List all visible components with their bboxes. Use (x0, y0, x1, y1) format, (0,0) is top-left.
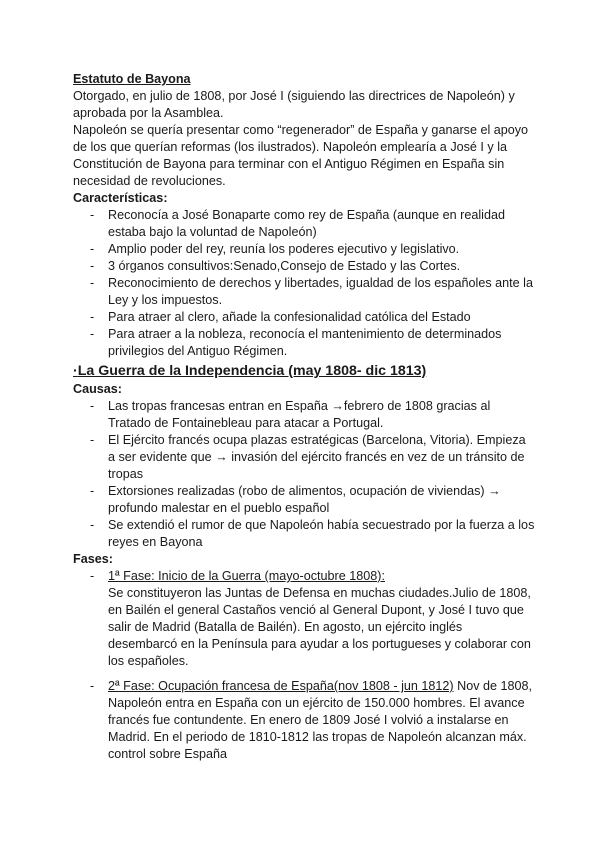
fase-item-1 (73, 568, 535, 670)
list-item: - Se extendió el rumor de que Napoleón había secuestrado por la fuerza a los reyes en Bayona (73, 517, 535, 551)
list-causas (73, 398, 535, 551)
list-item: - El Ejército francés ocupa plazas estratégicas (Barcelona, Vitoria). Empieza a ser evidente que → invasión del ejército francés en vez de un tránsito de tropas (73, 432, 535, 483)
list-item: - Extorsiones realizadas (robo de alimentos, ocupación de viviendas) → profundo malestar en el pueblo español (73, 483, 535, 517)
list-item: - Reconocía a José Bonaparte como rey de España (aunque en realidad estaba bajo la voluntad de Napoleón) (73, 207, 535, 241)
fase2-text: Nov de 1808, Napoleón entra en España con un ejército de 150.000 hombres. El avance francés fue contundente. En enero de 1809 José I volvió a instalarse en Madrid. En el periodo de 1810-1812 las tropas de Napoleón alcanzan máx. control sobre España (108, 679, 533, 761)
list-item: - Reconocimiento de derechos y libertades, igualdad de los españoles ante la Ley y los impuestos. (73, 275, 535, 309)
document-page (73, 71, 535, 763)
heading-fases: Fases: (73, 552, 113, 566)
list-fases (73, 568, 535, 763)
section-title-guerra (73, 361, 535, 381)
heading-caracteristicas: Características: (73, 191, 168, 205)
fase2-title: 2ª Fase: Ocupación francesa de España(nov 1808 - jun 1812) (108, 679, 454, 693)
fase1-title: 1ª Fase: Inicio de la Guerra (mayo-octubre 1808): (108, 569, 385, 583)
heading-causas: Causas: (73, 382, 122, 396)
section-title-estatuto: Estatuto de Bayona (73, 72, 191, 86)
spacer (73, 670, 535, 678)
list-item: - 3 órganos consultivos:Senado,Consejo de Estado y las Cortes. (73, 258, 535, 275)
list-item: - Amplio poder del rey, reunía los poderes ejecutivo y legislativo. (73, 241, 535, 258)
list-item: - Para atraer al clero, añade la confesionalidad católica del Estado (73, 309, 535, 326)
list-item: - Para atraer a la nobleza, reconocía el mantenimiento de determinados privilegios del Antiguo Régimen. (73, 326, 535, 360)
fase1-text: Se constituyeron las Juntas de Defensa en muchas ciudades.Julio de 1808, en Bailén el general Castaños venció al General Dupont, y José I tuvo que salir de Madrid (Batalla de Bailén). En agosto, un ejército inglés desembarcó en la Península para ayudar a los portugueses y colaborar con los españoles. (108, 586, 531, 668)
guerra-title-text: La Guerra de la Independencia (may 1808- dic 1813) (77, 363, 427, 379)
bullet-dot: · (73, 363, 78, 379)
list-item: - Las tropas francesas entran en España →febrero de 1808 gracias al Tratado de Fontainebleau para atacar a Portugal. (73, 398, 535, 432)
fase-item-2 (73, 678, 535, 763)
paragraph-napoleon: Napoleón se quería presentar como “regenerador” de España y ganarse el apoyo de los que querían reformas (los ilustrados). Napoleón emplearía a José I y la Constitución de Bayona para terminar con el Antiguo Régimen en España sin necesidad de revoluciones. (73, 123, 529, 188)
paragraph-otorgado: Otorgado, en julio de 1808, por José I (siguiendo las directrices de Napoleón) y aprobada por la Asamblea. (73, 89, 515, 120)
list-caracteristicas (73, 207, 535, 360)
